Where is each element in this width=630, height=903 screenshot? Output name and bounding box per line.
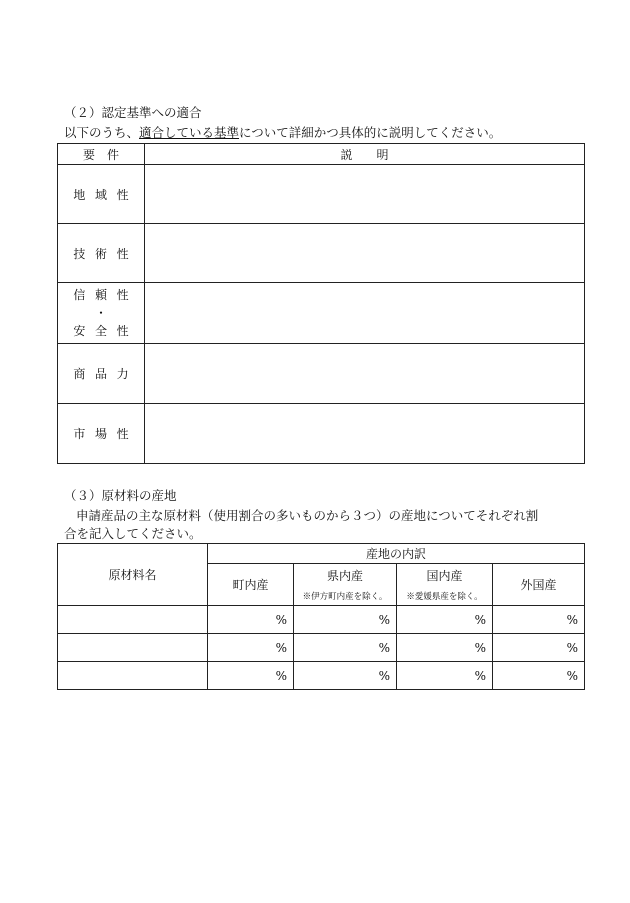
requirement-label-separator: ・ xyxy=(94,306,107,320)
requirement-label-technology xyxy=(58,224,145,283)
requirement-label-product-appeal xyxy=(58,344,145,404)
section3-heading: （３）原材料の産地 xyxy=(64,488,177,503)
material-name-cell[interactable] xyxy=(58,606,208,634)
col-header-explanation: 説 明 xyxy=(145,144,585,165)
materials-table xyxy=(57,543,585,690)
intro-text-before: 以下のうち、 xyxy=(64,125,140,140)
requirement-label-marketability xyxy=(58,404,145,464)
table-row xyxy=(58,662,585,690)
requirement-label-text: 信頼性 xyxy=(73,288,139,302)
table-row xyxy=(58,606,585,634)
explanation-cell-product-appeal[interactable] xyxy=(145,344,585,404)
explanation-cell-reliability-safety[interactable] xyxy=(145,283,585,344)
prefecture-percent-cell[interactable]: % xyxy=(294,634,397,662)
intro-text-after: について詳細かつ具体的に説明してください。 xyxy=(239,125,502,140)
domestic-label: 国内産 xyxy=(426,569,463,583)
explanation-cell-marketability[interactable] xyxy=(145,404,585,464)
section2-intro xyxy=(64,123,501,141)
col-header-prefecture xyxy=(294,564,397,606)
foreign-percent-cell[interactable]: % xyxy=(493,606,585,634)
foreign-percent-cell[interactable]: % xyxy=(493,634,585,662)
section3-intro-line2: 合を記入してください。 xyxy=(64,526,202,541)
col-header-requirement: 要 件 xyxy=(58,144,145,165)
domestic-percent-cell[interactable]: % xyxy=(397,606,493,634)
town-percent-cell[interactable]: % xyxy=(208,662,294,690)
requirement-label-text: 地域性 xyxy=(73,187,139,202)
town-percent-cell[interactable]: % xyxy=(208,634,294,662)
prefecture-label: 県内産 xyxy=(326,569,363,583)
criteria-table xyxy=(57,143,585,464)
requirement-label-text: 技術性 xyxy=(73,246,139,261)
explanation-cell-regionality[interactable] xyxy=(145,165,585,224)
section3-intro-line1: 申請産品の主な原材料（使用割合の多いものから３つ）の産地についてそれぞれ割 xyxy=(76,508,539,523)
domestic-note: ※愛媛県産を除く。 xyxy=(406,592,483,602)
col-header-origin-breakdown: 産地の内訳 xyxy=(208,544,585,564)
requirement-label-text: 安全性 xyxy=(73,324,139,338)
foreign-percent-cell[interactable]: % xyxy=(493,662,585,690)
prefecture-percent-cell[interactable]: % xyxy=(294,606,397,634)
col-header-material: 原材料名 xyxy=(58,544,208,606)
requirement-label-text: 商品力 xyxy=(73,367,139,381)
prefecture-percent-cell[interactable]: % xyxy=(294,662,397,690)
material-name-cell[interactable] xyxy=(58,634,208,662)
domestic-percent-cell[interactable]: % xyxy=(397,662,493,690)
section2-heading: （２）認定基準への適合 xyxy=(64,105,202,120)
material-name-cell[interactable] xyxy=(58,662,208,690)
table-row xyxy=(58,634,585,662)
domestic-percent-cell[interactable]: % xyxy=(397,634,493,662)
requirement-label-regionality xyxy=(58,165,145,224)
col-header-domestic xyxy=(397,564,493,606)
col-header-town: 町内産 xyxy=(208,564,294,606)
explanation-cell-technology[interactable] xyxy=(145,224,585,283)
requirement-label-reliability-safety xyxy=(58,283,145,344)
town-percent-cell[interactable]: % xyxy=(208,606,294,634)
col-header-foreign: 外国産 xyxy=(493,564,585,606)
requirement-label-text: 市場性 xyxy=(73,427,139,441)
intro-text-underlined: 適合している基準 xyxy=(139,125,240,140)
prefecture-note: ※伊方町内産を除く。 xyxy=(302,592,388,602)
